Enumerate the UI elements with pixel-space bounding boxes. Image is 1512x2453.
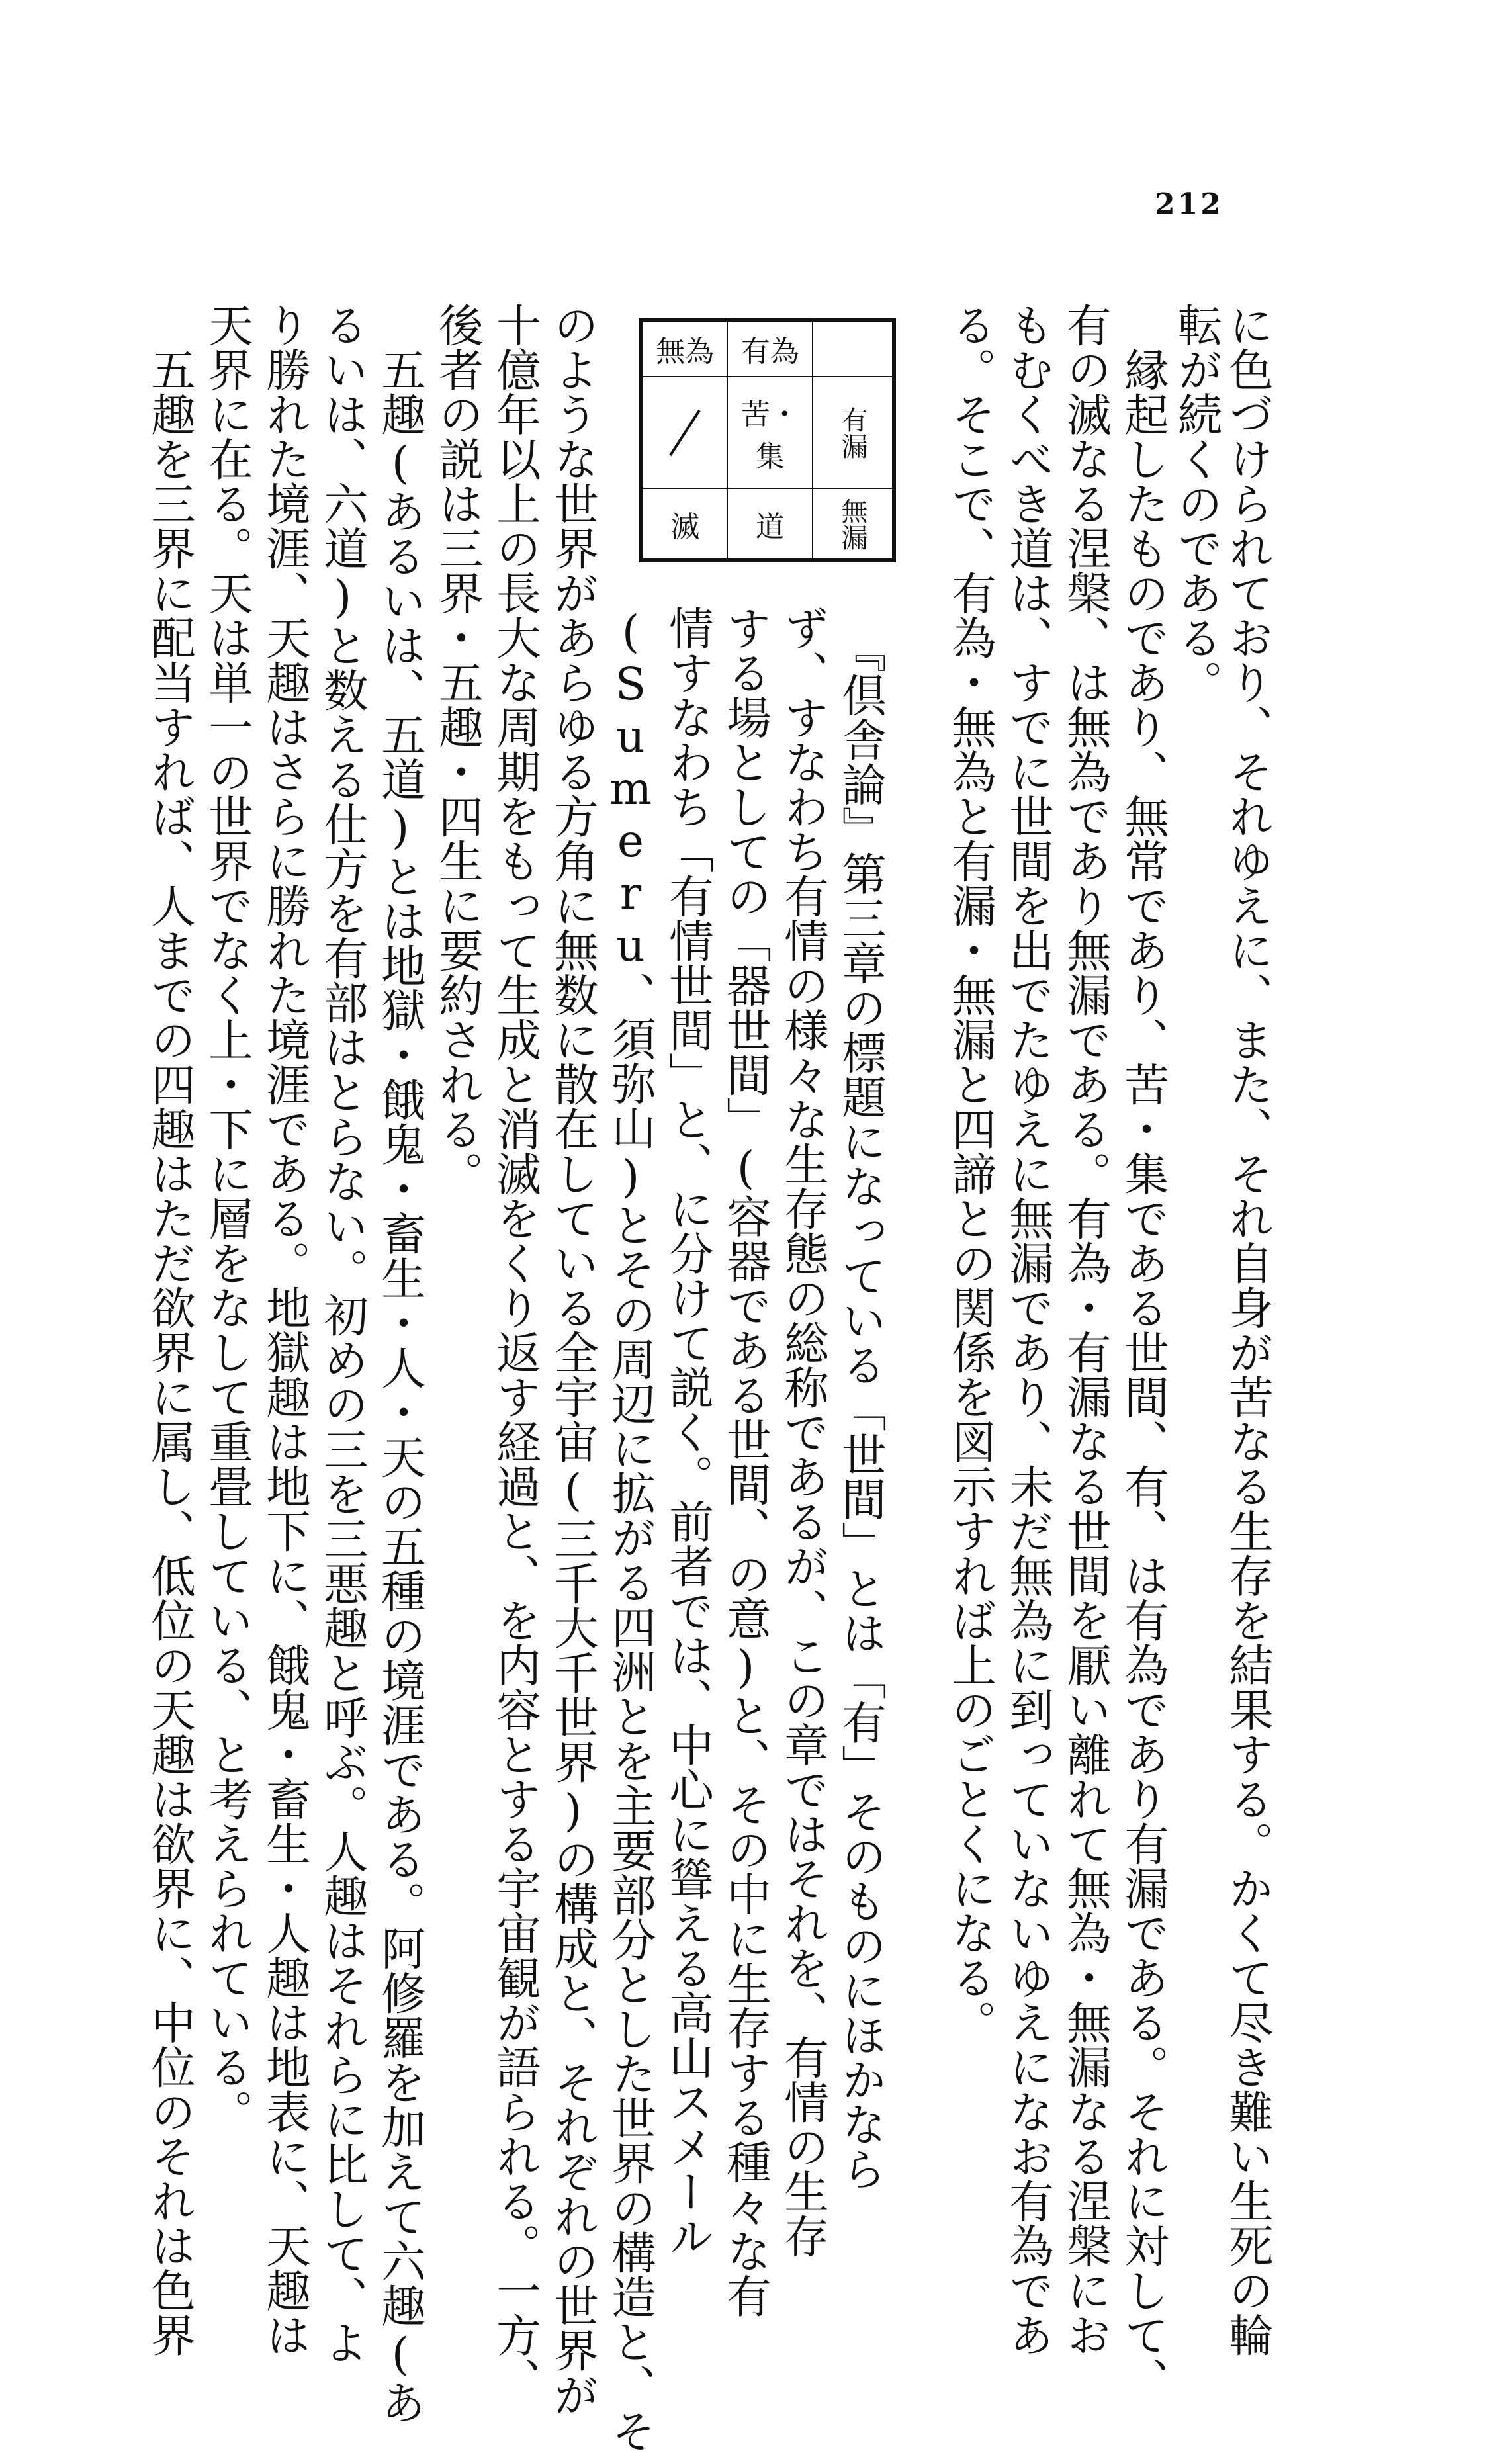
text-column-14: 後者の説は三界・五趣・四生に要約される。 — [431, 302, 484, 1196]
text-column-16: るいは、六道)と数える仕方を有部はとらない。初めの三を三悪趣と呼ぶ。人趣はそれらに比して、よ — [316, 302, 369, 2365]
text-column-18: 天界に在る。天は単一の世界でなく上・下に層をなして重畳している、と考えられている。 — [201, 302, 254, 2134]
text-column-2: 転が続くのである。 — [1171, 302, 1223, 705]
text-column-5: もむくべき道は、すでに世間を出でたゆえに無漏であり、未だ無為に到っていないゆえになお有為であ — [1002, 302, 1055, 2357]
text-column-9: する場としての「器世間」(容器である世間、の意)と、その中に生存する種々な有 — [719, 605, 772, 2318]
text-column-13: 十億年以上の長大な周期をもって生成と消滅をくり返す経過と、を内容とする宇宙観が語られる。一方、 — [489, 302, 542, 2402]
text-column-11: (Sumeru、須弥山)とその周辺に拡がる四洲とを主要部分とした世界の構造と、そ — [604, 605, 657, 2453]
text-column-6: る。そこで、有為・無為と有漏・無漏と四諦との関係を図示すれば上のごとくになる。 — [944, 302, 997, 2045]
text-column-1: に色づけられており、それゆえに、また、それ自身が苦なる生存を結果する。かくて尽き難い生死の輪 — [1222, 302, 1274, 2357]
text-column-7: 『倶舎論』第三章の標題になっている「世間」とは「有」そのものにほかなら — [834, 605, 887, 2192]
table-header-ui: 有為 — [727, 321, 812, 377]
table-corner — [813, 321, 893, 377]
slash-mark-icon — [665, 406, 705, 459]
text-column-19: 五趣を三界に配当すれば、人までの四趣はただ欲界に属し、低位の天趣は欲界に、中位のそれは色界 — [144, 302, 197, 2357]
page-number: 212 — [1155, 187, 1223, 221]
text-column-15: 五趣(あるいは、五道)とは地獄・餓鬼・畜生・人・天の五種の境涯である。阿修羅を加えて六趣(あ — [374, 302, 427, 2425]
table-cell-muro-mui: 滅 — [643, 488, 727, 559]
text-column-12: のような世界があらゆる方角に無数に散在している全宇宙(三千大千世界)の構成と、それぞれの世界が — [547, 302, 600, 2417]
table-cell-muro-ui: 道 — [727, 488, 812, 559]
text-column-8: ず、すなわち有情の様々な生存態の総称であるが、この章ではそれを、有情の生存 — [777, 605, 830, 2258]
text-column-10: 情すなわち「有情世間」と、に分けて説く。前者では、中心に聳える高山スメール — [662, 605, 715, 2258]
text-column-3: 縁起したものであり、無常であり、苦・集である世間、有、は有為であり有漏である。それに対して、 — [1117, 302, 1170, 2402]
table-header-mui: 無為 — [643, 321, 727, 377]
table-cell-uro-mui — [643, 377, 727, 488]
classification-table — [639, 318, 896, 562]
text-column-17: り勝れた境涯、天趣はさらに勝れた境涯である。地獄趣は地下に、餓鬼・畜生・人趣は地表に、天趣は — [259, 302, 312, 2357]
table-cell-uro-ui: 苦・集 — [727, 377, 812, 488]
text-column-4: 有の滅なる涅槃、は無為であり無漏である。有為・有漏なる世間を厭い離れて無為・無漏なる涅槃にお — [1059, 302, 1112, 2357]
table-row-header-uro: 有漏 — [813, 377, 893, 488]
table-row-header-muro: 無漏 — [813, 488, 893, 559]
